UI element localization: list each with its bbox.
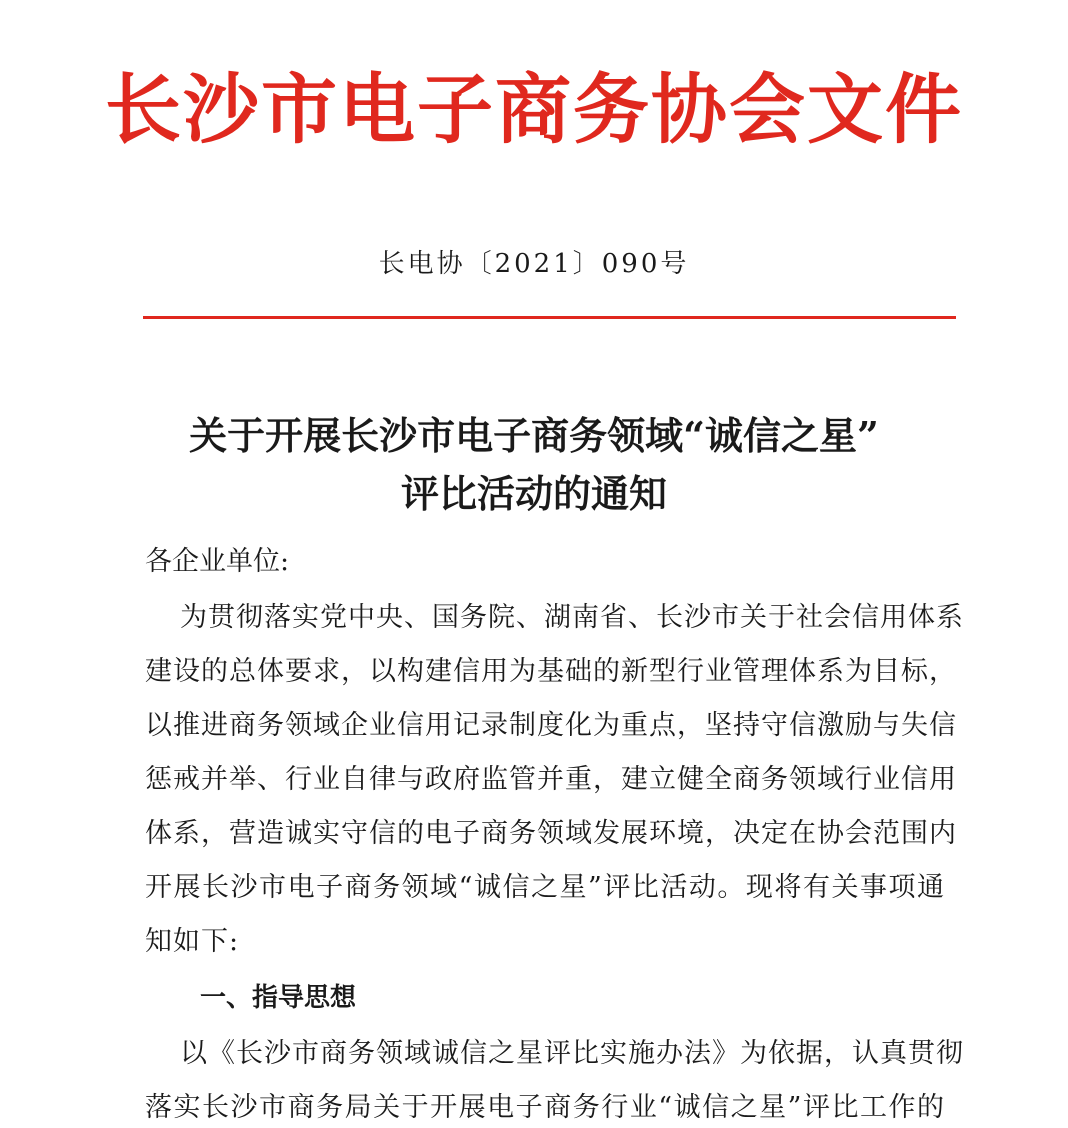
- paragraph-line: 体系，营造诚实守信的电子商务领域发展环境，决定在协会范围内: [145, 818, 957, 849]
- paragraph-line: 以《长沙市商务领域诚信之星评比实施办法》为依据，认真贯彻: [180, 1038, 964, 1069]
- notice-title-line-2: 评比活动的通知: [400, 471, 667, 516]
- paragraph-line: 建设的总体要求，以构建信用为基础的新型行业管理体系为目标，: [145, 656, 957, 687]
- document-number: 长电协〔2021〕090号: [378, 249, 690, 279]
- paragraph-line: 惩戒并举、行业自律与政府监管并重，建立健全商务领域行业信用: [145, 764, 957, 795]
- salutation: 各企业单位:: [145, 546, 290, 577]
- notice-title-line-1: 关于开展长沙市电子商务领域“诚信之星”: [189, 413, 879, 458]
- paragraph-line: 知如下:: [145, 926, 240, 957]
- paragraph-line: 开展长沙市电子商务领域“诚信之星”评比活动。现将有关事项通: [145, 872, 945, 903]
- paragraph-line: 为贯彻落实党中央、国务院、湖南省、长沙市关于社会信用体系: [180, 602, 964, 633]
- section-heading: 一、指导思想: [200, 983, 357, 1013]
- red-divider-line: [143, 316, 956, 319]
- paragraph-line: 以推进商务领域企业信用记录制度化为重点，坚持守信激励与失信: [145, 710, 957, 741]
- paragraph-line: 落实长沙市商务局关于开展电子商务行业“诚信之星”评比工作的: [145, 1092, 945, 1123]
- masthead-title: 长沙市电子商务协会文件: [105, 65, 963, 154]
